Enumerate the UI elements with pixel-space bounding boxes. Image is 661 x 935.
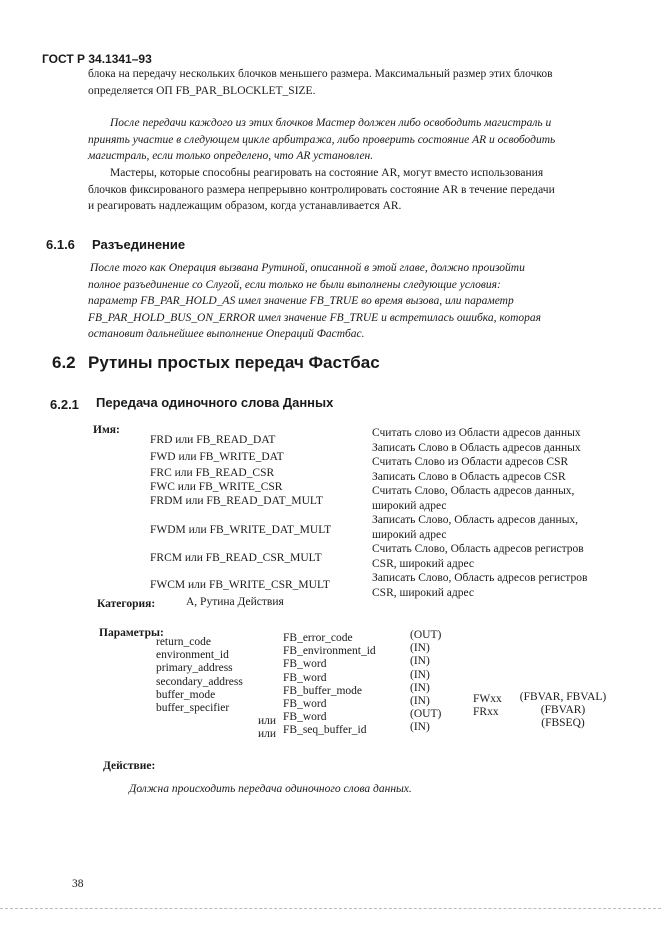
or-word: или — [177, 481, 196, 493]
text-line: FB_PAR_HOLD_BUS_ON_ERROR имел значение FB_TRUE и встретилась ошибка, которая — [88, 311, 541, 324]
name-desc: Записать Слово в Область адресов CSR — [372, 470, 566, 483]
name-desc: Записать Слово в Область адресов данных — [372, 441, 581, 454]
buffer-value: (FBSEQ) — [541, 717, 585, 730]
text-line: параметр FB_PAR_HOLD_AS имел значение FB_TRUE во время вызова, или параметр — [88, 295, 514, 307]
param-direction: (OUT) — [410, 708, 442, 721]
buffer-code-col — [473, 693, 502, 733]
short-name: FWCM — [150, 579, 186, 591]
name-row — [150, 524, 331, 552]
text-line: блочков фиксированого размера непрерывно контролировать состояние AR в течение передачи — [88, 183, 555, 196]
param-prefix — [254, 649, 276, 662]
text-line: принять участие в следующем цикле арбитража, либо проверить состояние AR и освободить — [88, 133, 556, 146]
long-name: FB_READ_DAT — [196, 434, 276, 446]
or-word: или — [184, 552, 203, 564]
param-prefix — [254, 702, 276, 715]
param-direction: (IN) — [410, 655, 430, 668]
text-line: и реагировать надлежащим образом, когда устанавливается AR. — [88, 200, 402, 212]
params-prefix-col — [254, 636, 276, 742]
section-number: 6.2.1 — [50, 397, 79, 412]
or-word: или — [188, 524, 207, 536]
intro-paragraph-3 — [88, 165, 598, 215]
or-word: или — [188, 579, 207, 591]
param-type: FB_seq_buffer_id — [283, 724, 367, 737]
text-line: полное разъединение со Слугой, если только не были выполнены следующие условия: — [88, 278, 501, 291]
name-desc: Считать Слово, Область адресов регистров — [372, 543, 584, 555]
text-line: Мастеры, которые способны реагировать на состояние AR, могут вместо использования — [110, 167, 544, 179]
name-desc: CSR, широкий адрес — [372, 586, 474, 599]
param-prefix — [254, 662, 276, 675]
buffer-code: FRxx — [473, 706, 499, 719]
name-row — [150, 467, 331, 481]
param-direction: (IN) — [410, 681, 430, 694]
params-dir-col — [410, 629, 441, 735]
param-type: FB_word — [283, 658, 327, 671]
param-prefix — [254, 676, 276, 689]
buffer-val-col — [516, 691, 610, 731]
short-name: FWD — [150, 450, 176, 463]
name-desc: Считать Слово из Области адресов CSR — [372, 456, 569, 468]
short-name: FWC — [150, 481, 175, 493]
name-desc: CSR, широкий адрес — [372, 557, 474, 570]
param-name: primary_address — [156, 662, 233, 675]
names-desc-col — [372, 427, 587, 601]
long-name: FB_READ_CSR — [195, 467, 275, 479]
intro-paragraph-2 — [88, 115, 598, 165]
names-short-col — [150, 434, 331, 596]
param-direction: (OUT) — [410, 629, 442, 641]
param-prefix — [254, 689, 276, 702]
param-name: buffer_mode — [156, 688, 216, 701]
long-name: FB_WRITE_CSR — [198, 481, 283, 493]
buffer-value: (FBVAR) — [540, 704, 586, 717]
short-name: FRDM — [150, 495, 183, 507]
short-name: FRCM — [150, 552, 182, 564]
param-direction: (IN) — [410, 721, 430, 734]
param-type: FB_buffer_mode — [283, 684, 363, 697]
name-row — [150, 434, 331, 451]
name-desc: широкий адрес — [372, 528, 447, 541]
chapter-number: 6.2 — [52, 353, 76, 372]
action-label: Действие: — [103, 760, 156, 772]
page-bottom-rule — [0, 908, 661, 910]
param-name: secondary_address — [156, 675, 243, 688]
params-name-col — [156, 636, 243, 715]
text-line: После того как Операция вызвана Рутиной, описанной в этой главе, должно произойти — [90, 262, 525, 274]
or-word: или — [185, 495, 204, 507]
text-line: определяется ОП FB_PAR_BLOCKLET_SIZE. — [88, 84, 316, 97]
param-name: environment_id — [156, 649, 229, 662]
param-type: FB_word — [283, 711, 327, 724]
name-row — [150, 495, 331, 524]
name-desc: Считать Слово, Область адресов данных, — [372, 485, 575, 497]
text-line: блока на передачу нескольких блочков меньшего размера. Максимальный размер этих блочков — [88, 68, 553, 80]
or-word: или — [174, 467, 193, 479]
name-desc: Считать слово из Области адресов данных — [372, 427, 581, 439]
text-line: магистраль, если только определено, что AR установлен. — [88, 150, 374, 162]
short-name: FRD — [150, 434, 173, 446]
action-text: Должна происходить передача одиночного слова данных. — [129, 783, 412, 795]
buffer-code — [473, 719, 502, 732]
names-label: Имя: — [93, 424, 120, 436]
long-name: FB_READ_DAT_MULT — [206, 495, 323, 507]
param-direction: (IN) — [410, 642, 430, 655]
long-name: FB_READ_CSR_MULT — [205, 552, 322, 564]
param-name: buffer_specifier — [156, 701, 230, 714]
text-line: остановит дальнейшее выполнение Операций Фастбас. — [88, 328, 365, 340]
name-desc: широкий адрес — [372, 499, 447, 512]
category-label: Категория: — [97, 598, 156, 610]
name-row — [150, 481, 331, 495]
params-label: Параметры: — [99, 627, 164, 639]
param-type: FB_error_code — [283, 632, 353, 644]
param-prefix: или — [257, 715, 276, 728]
short-name: FRC — [150, 467, 172, 479]
param-prefix — [254, 636, 276, 649]
chapter-title: Рутины простых передач Фастбас — [88, 353, 380, 372]
name-desc: Записать Слово, Область адресов регистров — [372, 572, 588, 584]
long-name: FB_WRITE_DAT_MULT — [209, 524, 332, 536]
param-type: FB_word — [283, 697, 327, 710]
long-name: FB_WRITE_DAT — [199, 450, 284, 463]
section-title: Разъединение — [92, 237, 186, 252]
name-row — [150, 579, 331, 596]
standard-header: ГОСТ Р 34.1341–93 — [42, 52, 152, 66]
buffer-value: (FBVAR, FBVAL) — [519, 691, 607, 703]
page-number: 38 — [72, 878, 84, 890]
name-desc: Записать Слово, Область адресов данных, — [372, 514, 579, 526]
param-name: return_code — [156, 636, 211, 648]
short-name: FWDM — [150, 524, 186, 536]
section-title: Передача одиночного слова Данных — [96, 395, 334, 410]
param-direction: (IN) — [410, 694, 430, 707]
section-number: 6.1.6 — [46, 237, 75, 252]
name-row — [150, 552, 331, 579]
category-value: А, Рутина Действия — [186, 596, 284, 608]
or-word: или — [178, 450, 197, 463]
intro-paragraph-1 — [88, 66, 598, 99]
name-row — [150, 451, 331, 468]
long-name: FB_WRITE_CSR_MULT — [208, 579, 330, 591]
buffer-code: FWxx — [473, 693, 502, 705]
or-word: или — [175, 434, 194, 446]
param-prefix: или — [257, 728, 276, 741]
param-type: FB_word — [283, 671, 327, 684]
param-type: FB_environment_id — [283, 645, 376, 658]
param-direction: (IN) — [410, 668, 430, 681]
text-line: После передачи каждого из этих блочков Мастер должен либо освободить магистраль и — [110, 117, 552, 129]
params-type-col — [283, 632, 376, 738]
section-616-text — [88, 260, 598, 343]
